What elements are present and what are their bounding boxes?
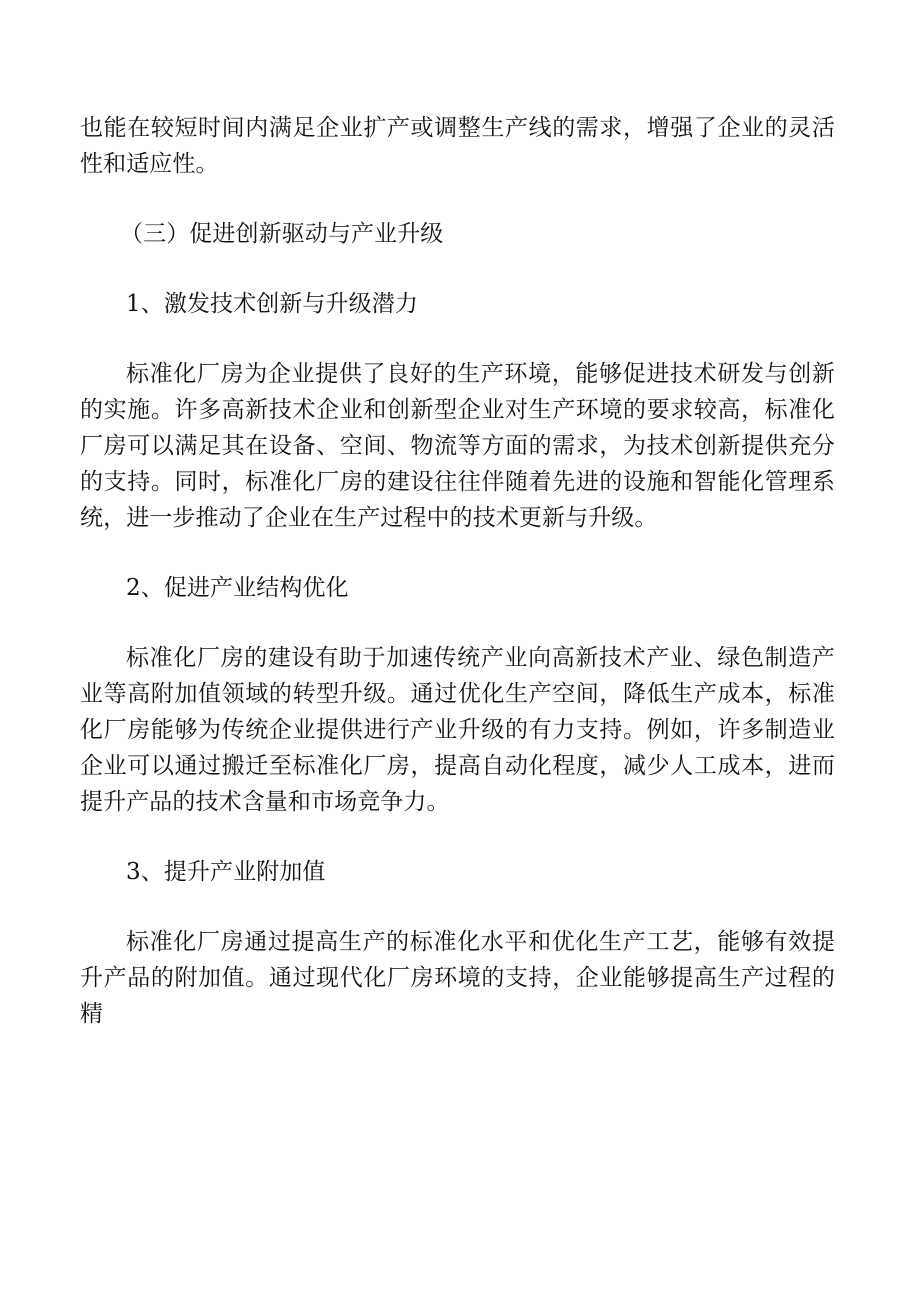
document-body — [80, 110, 835, 1032]
body-paragraph-3: 标准化厂房通过提高生产的标准化水平和优化生产工艺，能够有效提升产品的附加值。通过现代化厂房环境的支持，企业能够提高生产过程的精 — [80, 929, 835, 1027]
subheading-1: 1、激发技术创新与升级潜力 — [126, 291, 418, 317]
continuation-paragraph: 也能在较短时间内满足企业扩产或调整生产线的需求，增强了企业的灵活性和适应性。 — [80, 115, 835, 177]
body-paragraph-1: 标准化厂房为企业提供了良好的生产环境，能够促进技术研发与创新的实施。许多高新技术企业和创新型企业对生产环境的要求较高，标准化厂房可以满足其在设备、空间、物流等方面的需求，为技术创新提供充分的支持。同时，标准化厂房的建设往往伴随着先进的设施和智能化管理系统，进一步推动了企业在生产过程中的技术更新与升级。 — [80, 361, 835, 531]
subheading-3: 3、提升产业附加值 — [126, 859, 326, 885]
section-heading: （三）促进创新驱动与产业升级 — [120, 221, 444, 247]
subheading-2: 2、促进产业结构优化 — [126, 575, 349, 601]
body-paragraph-2: 标准化厂房的建设有助于加速传统产业向高新技术产业、绿色制造产业等高附加值领域的转型升级。通过优化生产空间，降低生产成本，标准化厂房能够为传统企业提供进行产业升级的有力支持。例如，许多制造业企业可以通过搬迁至标准化厂房，提高自动化程度，减少人工成本，进而提升产品的技术含量和市场竞争力。 — [80, 645, 835, 815]
